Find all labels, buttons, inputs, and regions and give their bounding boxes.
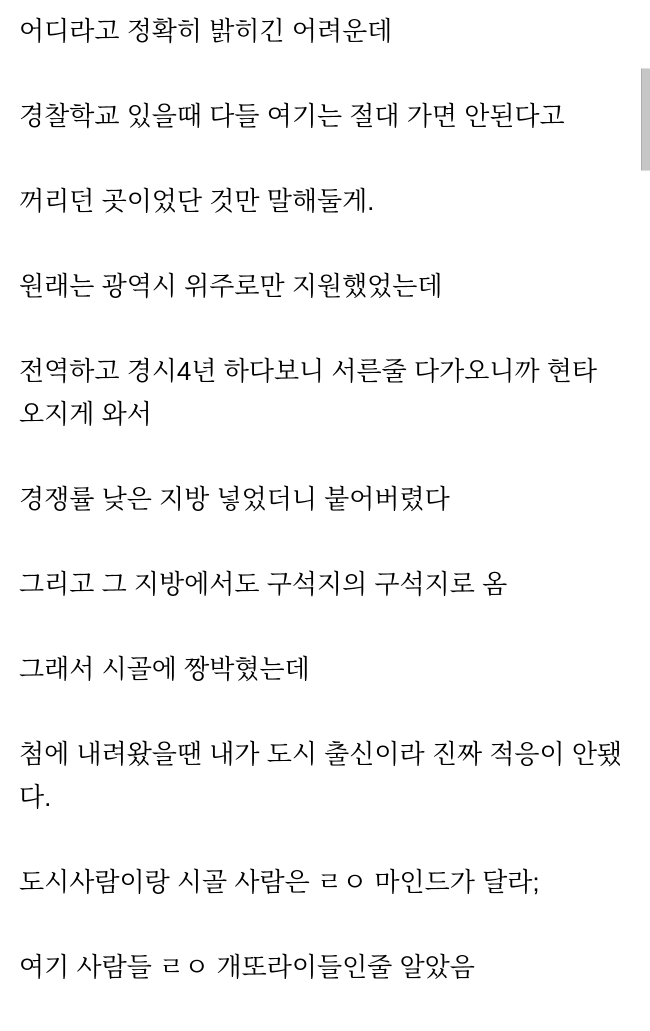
post-paragraph: 도시사람이랑 시골 사람은 ㄹㅇ 마인드가 달라; <box>19 867 540 897</box>
post-paragraph: 그래서 시골에 짱박혔는데 <box>19 654 310 684</box>
post-paragraph: 그리고 그 지방에서도 구석지의 구석지로 옴 <box>19 569 508 599</box>
post-paragraph: 경쟁률 낮은 지방 넣었더니 붙어버렸다 <box>19 484 450 514</box>
post-paragraph: 여기 사람들 ㄹㅇ 개또라이들인줄 알았음 <box>19 952 475 982</box>
post-paragraph: 어디라고 정확히 밝히긴 어려운데 <box>19 16 393 46</box>
post-paragraph: 원래는 광역시 위주로만 지원했었는데 <box>19 271 443 301</box>
post-paragraph: 전역하고 경시4년 하다보니 서른줄 다가오니까 현타 오지게 와서 <box>19 356 598 429</box>
post-paragraph: 첨에 내려왔을땐 내가 도시 출신이라 진짜 적응이 안됐 다. <box>19 739 623 812</box>
scrollbar-track[interactable] <box>641 0 650 990</box>
scrollbar-thumb[interactable] <box>641 68 650 171</box>
post-paragraph: 경찰학교 있을때 다들 여기는 절대 가면 안된다고 <box>19 101 565 131</box>
post-paragraph: 꺼리던 곳이었단 것만 말해둘게. <box>19 186 375 216</box>
